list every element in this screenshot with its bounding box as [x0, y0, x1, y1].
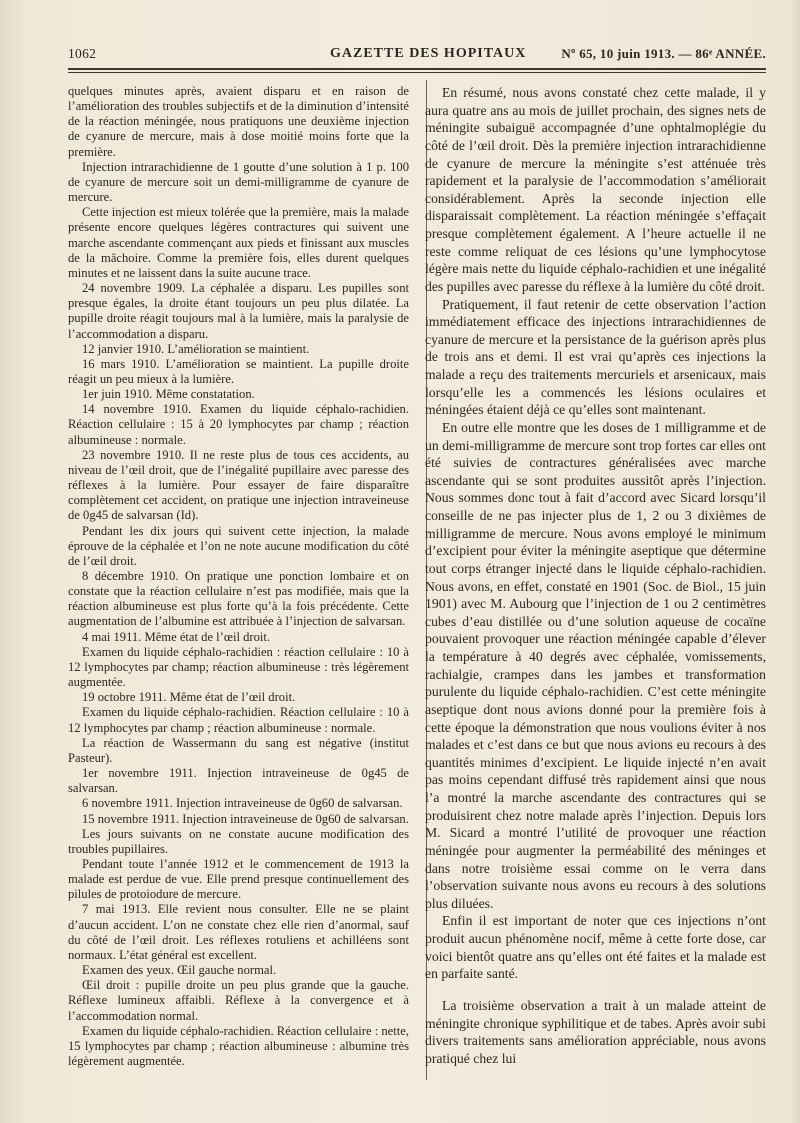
issue-info: Nº 65, 10 juin 1913. — 86ᵉ ANNÉE.: [561, 46, 766, 61]
paragraph: 12 janvier 1910. L’amélioration se maintient.: [82, 341, 310, 356]
paragraph: 24 novembre 1909. La céphalée a disparu. Les pupilles sont presque égales, la droite étant toujours un peu plus dilatée. La pupille droite réagit toujours mal à la lumière, mais la paralysie de l’accommodation a disparu.: [68, 281, 409, 341]
journal-title: GAZETTE DES HOPITAUX: [330, 46, 527, 61]
paragraph: Examen des yeux. Œil gauche normal.: [82, 963, 277, 978]
paragraph: Examen du liquide céphalo-rachidien. Réaction cellulaire : nette, 15 lymphocytes par champ ; réaction albumineuse : albumine très légèrement augmentée.: [68, 1023, 409, 1068]
paragraph: Œil droit : pupille droite un peu plus grande que la gauche. Réflexe lumineux affaibli. Réflexe à la convergence et à l’accommodation normal.: [68, 978, 409, 1023]
paragraph: En résumé, nous avons constaté chez cette malade, il y aura quatre ans au mois de juillet prochain, des signes nets de méningite subaiguë accompagnée d’une ophtalmoplégie du côté de l’œil droit. Dès la première injection intrarachidienne de cyanure de mercure la méningite s’est atténuée très rapidement et la paralysie de l’accommodation s’améliorait considérablement. Après la seconde injection elle disparaissait complètement. La réaction méningée s’effaçait presque complètement également. A l’heure actuelle il ne reste comme reliquat de ces lésions qu’une lymphocytose légère mais nette du liquide céphalo-rachidien et une inégalité des pupilles avec paresse du réflexe à la lumière du côté droit.: [425, 85, 766, 294]
paragraph: La réaction de Wassermann du sang est négative (institut Pasteur).: [68, 735, 409, 765]
paragraph: Cette injection est mieux tolérée que la première, mais la malade présente encore quelques légères contractures qui suivent une marche ascendante commençant aux pieds et finissant aux muscles de la mâchoire. Comme la première fois, elles durent quelques minutes et ne laissent dans la suite aucune trace.: [68, 205, 409, 280]
paragraph-gap: [425, 983, 766, 997]
paragraph: 8 décembre 1910. On pratique une ponction lombaire et on constate que la réaction cellulaire n’est pas modifiée, mais que la réaction albumineuse est plus forte qu’à la fois précédente. Cette augmentation de l’albumine est attribuée à l’injection de salvarsan.: [68, 569, 409, 629]
paragraph: quelques minutes après, avaient disparu et en raison de l’amélioration des troubles subjectifs et de la diminution d’intensité de la réaction méningée, nous pratiquons une deuxième injection de cyanure de mercure, mais à dose moitié moins forte que la première.: [68, 84, 409, 159]
paragraph: La troisième observation a trait à un malade atteint de méningite chronique syphilitique et de tabes. Après avoir subi divers traitements sans amélioration appréciable, nous avons pratiqué chez lui: [425, 997, 766, 1066]
paragraph: 14 novembre 1910. Examen du liquide céphalo-rachidien. Réaction cellulaire : 15 à 20 lymphocytes par champ ; réaction albumineuse : normale.: [68, 402, 409, 447]
right-column: [425, 84, 766, 1067]
paragraph: Les jours suivants on ne constate aucune modification des troubles pupillaires.: [68, 826, 409, 856]
paragraph: 1er juin 1910. Même constatation.: [82, 387, 255, 402]
paragraph: 19 octobre 1911. Même état de l’œil droit.: [82, 690, 296, 705]
header-rule-thin: [68, 72, 766, 73]
paragraph: Pendant toute l’année 1912 et le commencement de 1913 la malade est perdue de vue. Elle prend presque continuellement des pilules de protoiodure de mercure.: [68, 856, 409, 902]
paragraph: Pendant les dix jours qui suivent cette injection, la malade éprouve de la céphalée et l’on ne note aucune modification du côté de l’œil droit.: [68, 523, 409, 568]
paragraph: 16 mars 1910. L’amélioration se maintient. La pupille droite réagit un peu mieux à la lumière.: [68, 356, 409, 386]
paragraph: Pratiquement, il faut retenir de cette observation l’action immédiatement efficace des injections intrarachidiennes de cyanure de mercure et la persistance de la guérison après plus de trois ans et demi. Il est vrai qu’après ces injections la malade a reçu des traitements mercuriels et arsenicaux, mais lorsqu’elle les a commencés les lésions oculaires et méningées étaient déjà ce qu’elles sont maintenant.: [425, 296, 766, 418]
page-header: [68, 44, 766, 66]
paragraph: Injection intrarachidienne de 1 goutte d’une solution à 1 p. 100 de cyanure de mercure soit un demi-milligramme de cyanure de mercure.: [68, 159, 409, 205]
paragraph: 7 mai 1913. Elle revient nous consulter. Elle ne se plaint d’aucun accident. L’on ne constate chez elle rien d’anormal, sauf du côté de l’œil droit. Les réflexes rotuliens et achilléens sont normaux. L’état général est excellent.: [68, 902, 409, 962]
paragraph: Examen du liquide céphalo-rachidien : réaction cellulaire : 10 à 12 lymphocytes par champ; réaction albumineuse : très légèrement augmentée.: [68, 644, 409, 690]
paragraph: En outre elle montre que les doses de 1 milligramme et de un demi-milligramme de mercure sont trop fortes car elles ont été suivies de contractures généralisées avec marche ascendante qui se sont produites aussitôt après l’injection. Nous sommes donc tout à fait d’accord avec Sicard lorsqu’il conseille de ne pas injecter plus de 1, 2 ou 3 dixièmes de milligramme de mercure. Nous avons employé le minimum d’excipient pour éviter la méningite aseptique que détermine tout corps étranger injecté dans le liquide céphalo-rachidien. Nous avons, en effet, constaté en 1901 (Soc. de Biol., 15 juin 1901) avec M. Aubourg que l’injection de 1 ou 2 centimètres cubes d’eau distillée ou d’une solution aqueuse de cocaïne pouvaient provoquer une réaction méningée capable d’élever la température à 40 degrés avec céphalée, vomissements, rachialgie, crampes dans les jambes et transformation purulente du liquide céphalo-rachidien. C’est cette méningite aseptique dont nous avions donné pour la première fois à cette époque la démonstration que nous voulions éviter à nos malades et c’est dans ce but que nous avions eu recours à des quantités minimes d’excipient. Le liquide injecté n’en avait pas moins cependant diffusé très rapidement ainsi que nous l’a montré la marche ascendante des contractures qui se produisirent chez notre malade après l’injection. Depuis lors M. Sicard a montré l’utilité de provoquer une réaction méningée pour augmenter la perméabilité des méninges et dans notre troisième essai comme on le verra dans l’observation suivante nous avons eu recours à des solutions plus diluées.: [425, 419, 766, 911]
left-column: [68, 84, 409, 1069]
paragraph: 6 novembre 1911. Injection intraveineuse de 0g60 de salvarsan.: [82, 796, 403, 811]
paragraph: 15 novembre 1911. Injection intraveineuse de 0g60 de salvarsan.: [82, 811, 409, 826]
paragraph: Examen du liquide céphalo-rachidien. Réaction cellulaire : 10 à 12 lymphocytes par champ ; réaction albumineuse : normale.: [68, 705, 409, 735]
paragraph: Enfin il est important de noter que ces injections n’ont produit aucun phénomène nocif, même à cette forte dose, car voici bientôt quatre ans qu’elles ont été faites et la malade est en parfaite santé.: [425, 913, 766, 982]
paragraph: 4 mai 1911. Même état de l’œil droit.: [82, 629, 271, 644]
page-number: 1062: [68, 46, 97, 61]
paragraph: 23 novembre 1910. Il ne reste plus de tous ces accidents, au niveau de l’œil droit, que de l’inégalité pupillaire avec paresse des réflexes à la lumière. Pour essayer de faire disparaître complètement cet accident, on pratique une injection intraveineuse de 0g45 de salvarsan (Id).: [68, 447, 409, 523]
header-rule-thick: [68, 68, 766, 70]
paragraph: 1er novembre 1911. Injection intraveineuse de 0g45 de salvarsan.: [68, 766, 409, 796]
